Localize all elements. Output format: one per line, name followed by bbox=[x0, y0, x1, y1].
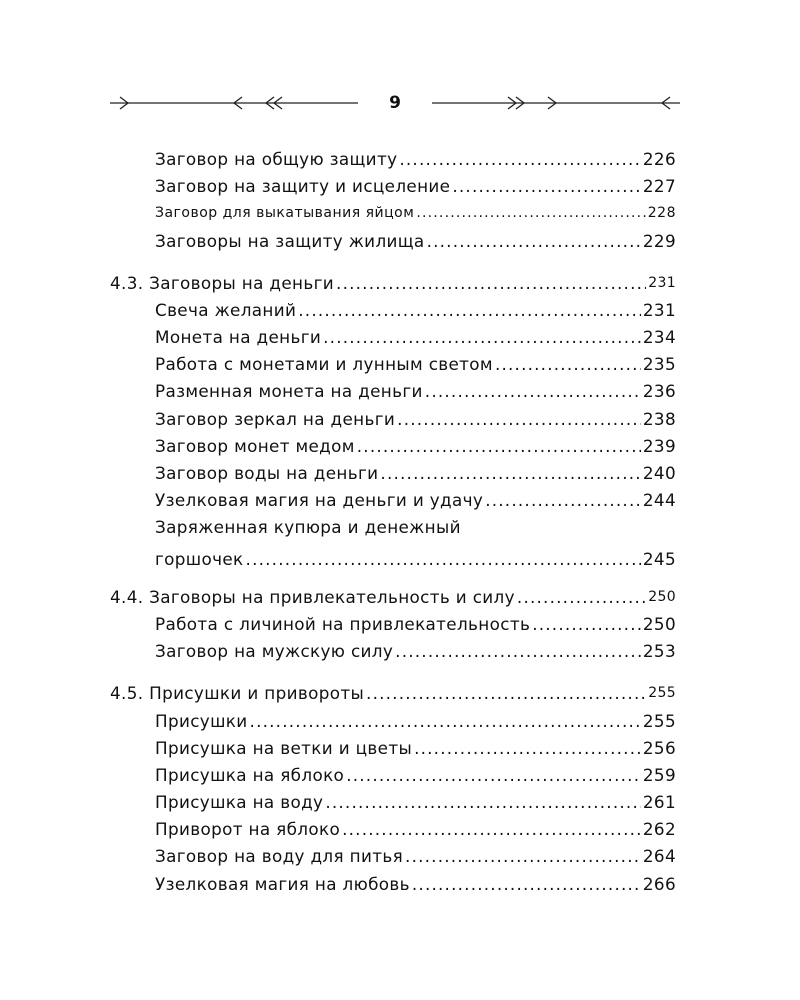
toc-entry[interactable] bbox=[110, 406, 676, 433]
toc-entry-page: 266 bbox=[642, 873, 676, 894]
toc-entry[interactable] bbox=[110, 173, 676, 200]
toc-entry[interactable] bbox=[110, 200, 676, 227]
toc-entry-title: Заговоры на защиту жилища bbox=[155, 230, 425, 251]
toc-entry[interactable] bbox=[110, 844, 676, 871]
toc-entry-title: Свеча желаний bbox=[155, 299, 297, 320]
dot-leader bbox=[397, 406, 641, 433]
dot-leader bbox=[532, 611, 641, 638]
dot-leader bbox=[325, 789, 641, 816]
dot-leader bbox=[342, 816, 641, 843]
toc-section-heading[interactable] bbox=[110, 584, 676, 611]
dot-leader bbox=[336, 270, 646, 297]
dot-leader bbox=[399, 146, 641, 173]
toc-entry-title: 4.3. Заговоры на деньги bbox=[110, 272, 335, 293]
toc-entry-page: 240 bbox=[642, 463, 676, 484]
toc-entry-title-continued: горшочек bbox=[155, 548, 244, 569]
toc-entry[interactable] bbox=[110, 514, 676, 568]
toc-entry-title: Заговор на воду для питья bbox=[155, 846, 404, 867]
toc-group bbox=[110, 146, 676, 255]
dot-leader bbox=[346, 762, 641, 789]
toc-entry-title: Узелковая магия на деньги и удачу bbox=[155, 490, 484, 511]
toc-entry[interactable] bbox=[110, 460, 676, 487]
toc-entry-page: 239 bbox=[642, 435, 676, 456]
dot-leader bbox=[405, 843, 641, 870]
dot-leader bbox=[414, 735, 641, 762]
toc-group bbox=[110, 584, 676, 666]
toc-entry[interactable] bbox=[110, 351, 676, 378]
toc-entry[interactable] bbox=[110, 324, 676, 351]
toc-entry-page: 231 bbox=[648, 274, 676, 291]
dot-leader bbox=[427, 228, 641, 255]
toc-entry[interactable] bbox=[110, 762, 676, 789]
dot-leader bbox=[366, 680, 646, 707]
toc-entry-page: 228 bbox=[647, 205, 676, 222]
toc-entry-page: 229 bbox=[642, 230, 676, 251]
toc-entry-page: 244 bbox=[642, 490, 676, 511]
toc-entry[interactable] bbox=[110, 433, 676, 460]
toc-entry-title: Приворот на яблоко bbox=[155, 819, 341, 840]
toc-entry-title: 4.5. Присушки и привороты bbox=[110, 683, 365, 704]
toc-entry-page: 261 bbox=[642, 792, 676, 813]
toc-entry[interactable] bbox=[110, 379, 676, 406]
toc-section-heading[interactable] bbox=[110, 680, 676, 707]
toc-entry-page: 256 bbox=[642, 737, 676, 758]
toc-entry-title: Работа с монетами и лунным светом bbox=[155, 354, 493, 375]
dot-leader bbox=[412, 871, 641, 898]
toc-entry-title: Заговор воды на деньги bbox=[155, 463, 379, 484]
toc-entry-page: 259 bbox=[642, 764, 676, 785]
toc-group bbox=[110, 270, 676, 569]
toc-entry[interactable] bbox=[110, 708, 676, 735]
toc-group bbox=[110, 680, 676, 898]
toc-entry-page: 234 bbox=[642, 327, 676, 348]
toc-section-heading[interactable] bbox=[110, 270, 676, 297]
dot-leader bbox=[323, 324, 641, 351]
toc-entry[interactable] bbox=[110, 871, 676, 898]
dot-leader bbox=[485, 487, 641, 514]
toc-entry-title: Монета на деньги bbox=[155, 327, 322, 348]
dot-leader bbox=[495, 351, 641, 378]
toc-entry-title: 4.4. Заговоры на привлекательность и силу bbox=[110, 586, 515, 607]
toc-entry-title: Присушка на воду bbox=[155, 792, 324, 813]
toc-entry-title: Заговор для выкатывания яйцом bbox=[155, 205, 415, 222]
toc-entry[interactable] bbox=[110, 228, 676, 255]
toc-entry-title: Заряженная купюра и денежный bbox=[155, 517, 461, 538]
toc-entry[interactable] bbox=[110, 816, 676, 843]
toc-entry-title: Разменная монета на деньги bbox=[155, 381, 423, 402]
toc-entry-page: 238 bbox=[642, 408, 676, 429]
toc-entry-title: Заговор монет медом bbox=[155, 435, 355, 456]
dot-leader bbox=[425, 378, 641, 405]
toc-entry-title: Присушка на ветки и цветы bbox=[155, 737, 413, 758]
toc-entry[interactable] bbox=[110, 487, 676, 514]
dot-leader bbox=[357, 433, 641, 460]
toc-entry[interactable] bbox=[110, 611, 676, 638]
toc-entry-page: 255 bbox=[648, 685, 676, 702]
toc-entry-title: Заговор зеркал на деньги bbox=[155, 408, 396, 429]
toc-entry-title: Узелковая магия на любовь bbox=[155, 873, 410, 894]
toc-entry-title: Работа с личиной на привлекательность bbox=[155, 613, 531, 634]
page-header bbox=[110, 86, 680, 122]
toc-entry-page: 262 bbox=[642, 819, 676, 840]
toc-entry-page: 264 bbox=[642, 846, 676, 867]
toc-entry[interactable] bbox=[110, 789, 676, 816]
dot-leader bbox=[380, 460, 640, 487]
toc-entry[interactable] bbox=[110, 297, 676, 324]
dot-leader bbox=[416, 200, 645, 227]
toc-entry-page: 226 bbox=[642, 148, 676, 169]
dot-leader bbox=[395, 638, 641, 665]
toc-entry-page: 235 bbox=[642, 354, 676, 375]
toc-entry-page: 236 bbox=[642, 381, 676, 402]
toc-entry[interactable] bbox=[110, 146, 676, 173]
toc-entry-page: 255 bbox=[642, 710, 676, 731]
dot-leader bbox=[298, 297, 641, 324]
toc-entry-title: Заговор на общую защиту bbox=[155, 148, 398, 169]
toc-entry[interactable] bbox=[110, 735, 676, 762]
toc-entry-page: 231 bbox=[642, 299, 676, 320]
toc-entry-page: 245 bbox=[642, 548, 676, 569]
toc-entry-title: Присушка на яблоко bbox=[155, 764, 345, 785]
toc-entry-page: 250 bbox=[642, 613, 676, 634]
dot-leader bbox=[250, 708, 641, 735]
dot-leader bbox=[517, 584, 646, 611]
toc-entry-title: Заговор на защиту и исцеление bbox=[155, 176, 451, 197]
table-of-contents bbox=[110, 146, 676, 913]
dot-leader bbox=[246, 549, 641, 569]
toc-entry-page: 253 bbox=[642, 641, 676, 662]
toc-entry-title: Присушки bbox=[155, 710, 248, 731]
toc-entry-title: Заговор на мужскую силу bbox=[155, 641, 394, 662]
toc-entry-page: 227 bbox=[642, 176, 676, 197]
toc-entry-page: 250 bbox=[648, 588, 676, 605]
dot-leader bbox=[452, 173, 641, 200]
page-number: 9 bbox=[389, 93, 401, 113]
toc-entry[interactable] bbox=[110, 638, 676, 665]
